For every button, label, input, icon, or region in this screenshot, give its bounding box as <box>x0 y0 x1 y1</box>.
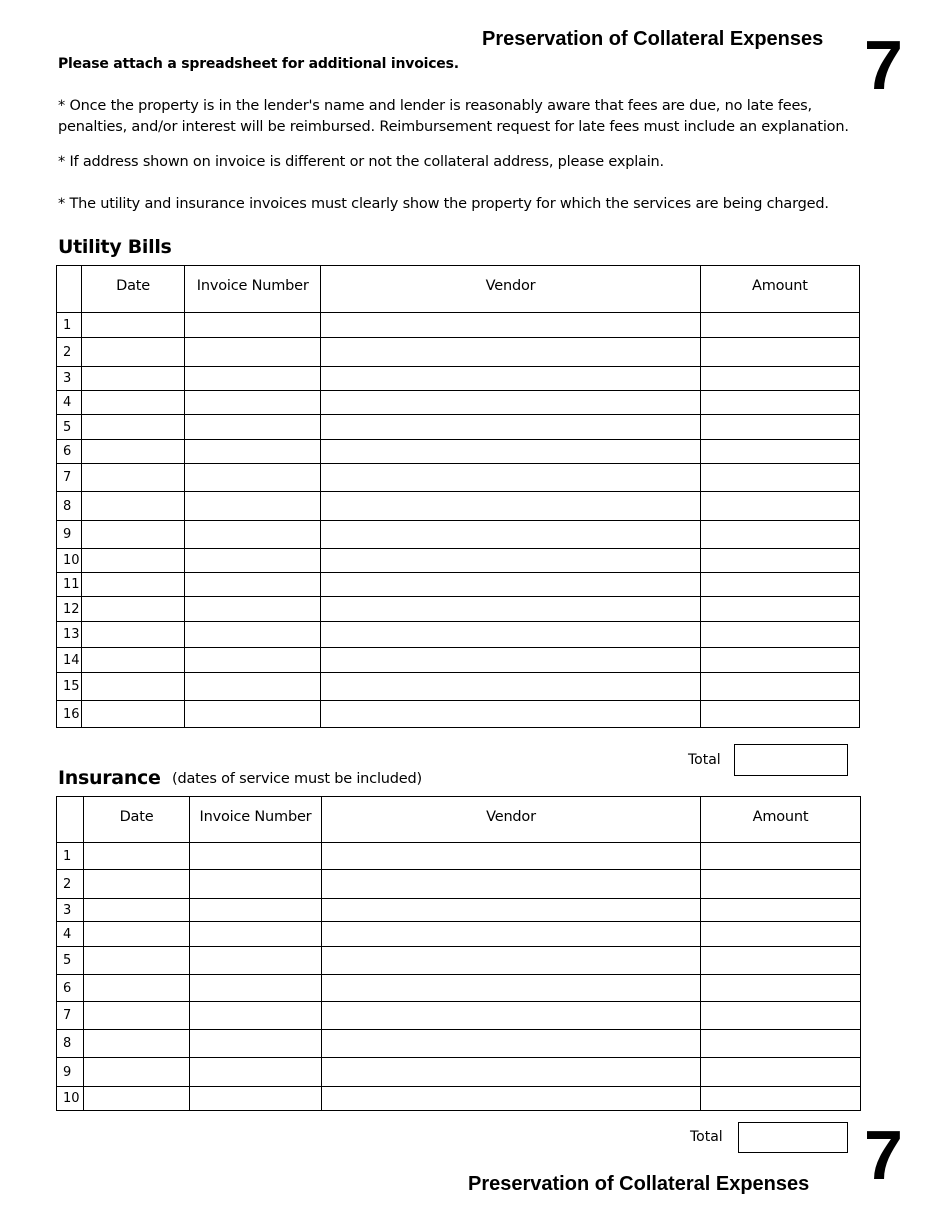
amount-cell[interactable] <box>701 899 861 922</box>
vendor-cell[interactable] <box>321 573 700 597</box>
row-number: 5 <box>57 415 82 440</box>
date-cell[interactable] <box>82 597 185 622</box>
late-fees-note: * Once the property is in the lender's name and lender is reasonably aware that fees are due, no late fees, penalties, and/or interest will be reimbursed. Reimbursement request for late fees must include an explanation. <box>58 98 849 135</box>
footer-form-number: 7 <box>864 1116 903 1194</box>
invoice-property-note: * The utility and insurance invoices must clearly show the property for which the services are being charged. <box>58 196 829 212</box>
row-number: 4 <box>57 922 84 947</box>
row-number: 2 <box>57 870 84 899</box>
invoice-number-cell[interactable] <box>190 975 322 1002</box>
date-cell[interactable] <box>82 338 185 367</box>
date-cell[interactable] <box>82 492 185 521</box>
vendor-cell[interactable] <box>322 843 701 870</box>
insurance-total-label: Total <box>690 1129 723 1145</box>
insurance-table <box>56 796 861 1111</box>
amount-cell[interactable] <box>700 673 859 701</box>
date-cell[interactable] <box>82 464 185 492</box>
amount-cell[interactable] <box>701 947 861 975</box>
row-number: 10 <box>57 1087 84 1111</box>
vendor-cell[interactable] <box>321 549 700 573</box>
row-number: 7 <box>57 464 82 492</box>
table-header-row <box>57 266 860 313</box>
amount-cell[interactable] <box>700 338 859 367</box>
row-number: 11 <box>57 573 82 597</box>
utility-bills-title: Utility Bills <box>58 236 172 258</box>
vendor-cell[interactable] <box>321 521 700 549</box>
table-row <box>57 622 860 648</box>
table-row <box>57 922 861 947</box>
vendor-cell[interactable] <box>321 440 700 464</box>
table-row <box>57 1030 861 1058</box>
table-row <box>57 1087 861 1111</box>
amount-cell[interactable] <box>701 870 861 899</box>
page-title: Preservation of Collateral Expenses <box>482 28 824 50</box>
column-header-amount: Amount <box>701 797 861 843</box>
form-number: 7 <box>864 26 903 104</box>
date-cell[interactable] <box>84 1058 190 1087</box>
vendor-cell[interactable] <box>321 313 700 338</box>
amount-cell[interactable] <box>700 440 859 464</box>
vendor-cell[interactable] <box>321 492 700 521</box>
date-cell[interactable] <box>82 622 185 648</box>
vendor-cell[interactable] <box>321 648 700 673</box>
row-number: 1 <box>57 843 84 870</box>
table-row <box>57 338 860 367</box>
vendor-cell[interactable] <box>321 597 700 622</box>
utility-bills-table <box>56 265 860 728</box>
date-cell[interactable] <box>82 391 185 415</box>
date-cell[interactable] <box>84 899 190 922</box>
column-header-invoice-number: Invoice Number <box>185 266 321 313</box>
invoice-number-cell[interactable] <box>185 521 321 549</box>
invoice-number-cell[interactable] <box>185 338 321 367</box>
amount-cell[interactable] <box>700 549 859 573</box>
row-number: 6 <box>57 975 84 1002</box>
amount-cell[interactable] <box>701 1030 861 1058</box>
date-cell[interactable] <box>84 1002 190 1030</box>
invoice-number-cell[interactable] <box>185 391 321 415</box>
row-number: 8 <box>57 1030 84 1058</box>
row-number: 2 <box>57 338 82 367</box>
amount-cell[interactable] <box>700 648 859 673</box>
table-row <box>57 492 860 521</box>
table-row <box>57 1002 861 1030</box>
invoice-number-cell[interactable] <box>185 440 321 464</box>
vendor-cell[interactable] <box>321 391 700 415</box>
row-number: 13 <box>57 622 82 648</box>
invoice-number-cell[interactable] <box>190 870 322 899</box>
vendor-cell[interactable] <box>321 701 700 728</box>
date-cell[interactable] <box>82 573 185 597</box>
table-row <box>57 597 860 622</box>
amount-cell[interactable] <box>700 391 859 415</box>
table-row <box>57 313 860 338</box>
invoice-number-cell[interactable] <box>190 843 322 870</box>
amount-cell[interactable] <box>701 1058 861 1087</box>
insurance-total-field[interactable] <box>738 1122 848 1153</box>
table-row <box>57 391 860 415</box>
amount-cell[interactable] <box>700 415 859 440</box>
vendor-cell[interactable] <box>321 415 700 440</box>
invoice-number-cell[interactable] <box>185 673 321 701</box>
invoice-number-cell[interactable] <box>190 1030 322 1058</box>
column-header-number <box>57 266 82 313</box>
invoice-number-cell[interactable] <box>185 573 321 597</box>
row-number: 9 <box>57 1058 84 1087</box>
row-number: 3 <box>57 899 84 922</box>
column-header-vendor: Vendor <box>322 797 701 843</box>
invoice-number-cell[interactable] <box>185 415 321 440</box>
utility-total-label: Total <box>688 752 721 768</box>
amount-cell[interactable] <box>700 622 859 648</box>
table-row <box>57 947 861 975</box>
row-number: 9 <box>57 521 82 549</box>
row-number: 10 <box>57 549 82 573</box>
column-header-date: Date <box>82 266 185 313</box>
invoice-number-cell[interactable] <box>185 367 321 391</box>
invoice-number-cell[interactable] <box>190 1087 322 1111</box>
vendor-cell[interactable] <box>322 975 701 1002</box>
date-cell[interactable] <box>84 922 190 947</box>
table-row <box>57 673 860 701</box>
date-cell[interactable] <box>82 415 185 440</box>
vendor-cell[interactable] <box>322 899 701 922</box>
amount-cell[interactable] <box>700 701 859 728</box>
amount-cell[interactable] <box>700 313 859 338</box>
row-number: 1 <box>57 313 82 338</box>
invoice-number-cell[interactable] <box>185 622 321 648</box>
table-header-row <box>57 797 861 843</box>
date-cell[interactable] <box>82 673 185 701</box>
table-row <box>57 573 860 597</box>
column-header-vendor: Vendor <box>321 266 700 313</box>
column-header-date: Date <box>84 797 190 843</box>
utility-total-field[interactable] <box>734 744 848 776</box>
address-note: * If address shown on invoice is different or not the collateral address, please explain. <box>58 154 664 170</box>
amount-cell[interactable] <box>701 1002 861 1030</box>
amount-cell[interactable] <box>700 464 859 492</box>
table-row <box>57 701 860 728</box>
invoice-number-cell[interactable] <box>185 464 321 492</box>
table-row <box>57 415 860 440</box>
column-header-amount: Amount <box>700 266 859 313</box>
row-number: 8 <box>57 492 82 521</box>
date-cell[interactable] <box>82 549 185 573</box>
table-row <box>57 870 861 899</box>
vendor-cell[interactable] <box>322 922 701 947</box>
amount-cell[interactable] <box>701 843 861 870</box>
amount-cell[interactable] <box>701 975 861 1002</box>
amount-cell[interactable] <box>701 1087 861 1111</box>
row-number: 12 <box>57 597 82 622</box>
date-cell[interactable] <box>82 521 185 549</box>
amount-cell[interactable] <box>700 573 859 597</box>
date-cell[interactable] <box>84 1030 190 1058</box>
column-header-number <box>57 797 84 843</box>
invoice-number-cell[interactable] <box>190 899 322 922</box>
vendor-cell[interactable] <box>322 947 701 975</box>
date-cell[interactable] <box>82 367 185 391</box>
vendor-cell[interactable] <box>322 1002 701 1030</box>
vendor-cell[interactable] <box>321 673 700 701</box>
invoice-number-cell[interactable] <box>185 597 321 622</box>
amount-cell[interactable] <box>700 597 859 622</box>
date-cell[interactable] <box>84 947 190 975</box>
row-number: 4 <box>57 391 82 415</box>
column-header-invoice-number: Invoice Number <box>190 797 322 843</box>
row-number: 3 <box>57 367 82 391</box>
row-number: 7 <box>57 1002 84 1030</box>
date-cell[interactable] <box>82 313 185 338</box>
insurance-title: Insurance <box>58 767 161 789</box>
date-cell[interactable] <box>84 975 190 1002</box>
vendor-cell[interactable] <box>321 622 700 648</box>
vendor-cell[interactable] <box>322 1087 701 1111</box>
attach-instruction: Please attach a spreadsheet for additional invoices. <box>58 56 459 72</box>
amount-cell[interactable] <box>701 922 861 947</box>
date-cell[interactable] <box>84 843 190 870</box>
table-row <box>57 648 860 673</box>
table-row <box>57 367 860 391</box>
date-cell[interactable] <box>84 870 190 899</box>
row-number: 6 <box>57 440 82 464</box>
date-cell[interactable] <box>84 1087 190 1111</box>
row-number: 5 <box>57 947 84 975</box>
table-row <box>57 1058 861 1087</box>
invoice-number-cell[interactable] <box>185 313 321 338</box>
invoice-number-cell[interactable] <box>185 701 321 728</box>
date-cell[interactable] <box>82 440 185 464</box>
amount-cell[interactable] <box>700 367 859 391</box>
date-cell[interactable] <box>82 701 185 728</box>
invoice-number-cell[interactable] <box>190 947 322 975</box>
table-row <box>57 899 861 922</box>
footer-title: Preservation of Collateral Expenses <box>468 1173 810 1195</box>
vendor-cell[interactable] <box>322 1058 701 1087</box>
amount-cell[interactable] <box>700 521 859 549</box>
table-row <box>57 521 860 549</box>
amount-cell[interactable] <box>700 492 859 521</box>
invoice-number-cell[interactable] <box>190 1002 322 1030</box>
table-row <box>57 464 860 492</box>
insurance-subtitle: (dates of service must be included) <box>172 771 422 787</box>
invoice-number-cell[interactable] <box>185 648 321 673</box>
table-row <box>57 440 860 464</box>
table-row <box>57 843 861 870</box>
row-number: 16 <box>57 701 82 728</box>
invoice-number-cell[interactable] <box>185 549 321 573</box>
invoice-number-cell[interactable] <box>190 1058 322 1087</box>
vendor-cell[interactable] <box>321 367 700 391</box>
row-number: 15 <box>57 673 82 701</box>
date-cell[interactable] <box>82 648 185 673</box>
vendor-cell[interactable] <box>322 870 701 899</box>
invoice-number-cell[interactable] <box>190 922 322 947</box>
table-row <box>57 975 861 1002</box>
row-number: 14 <box>57 648 82 673</box>
vendor-cell[interactable] <box>321 464 700 492</box>
table-row <box>57 549 860 573</box>
invoice-number-cell[interactable] <box>185 492 321 521</box>
vendor-cell[interactable] <box>321 338 700 367</box>
vendor-cell[interactable] <box>322 1030 701 1058</box>
